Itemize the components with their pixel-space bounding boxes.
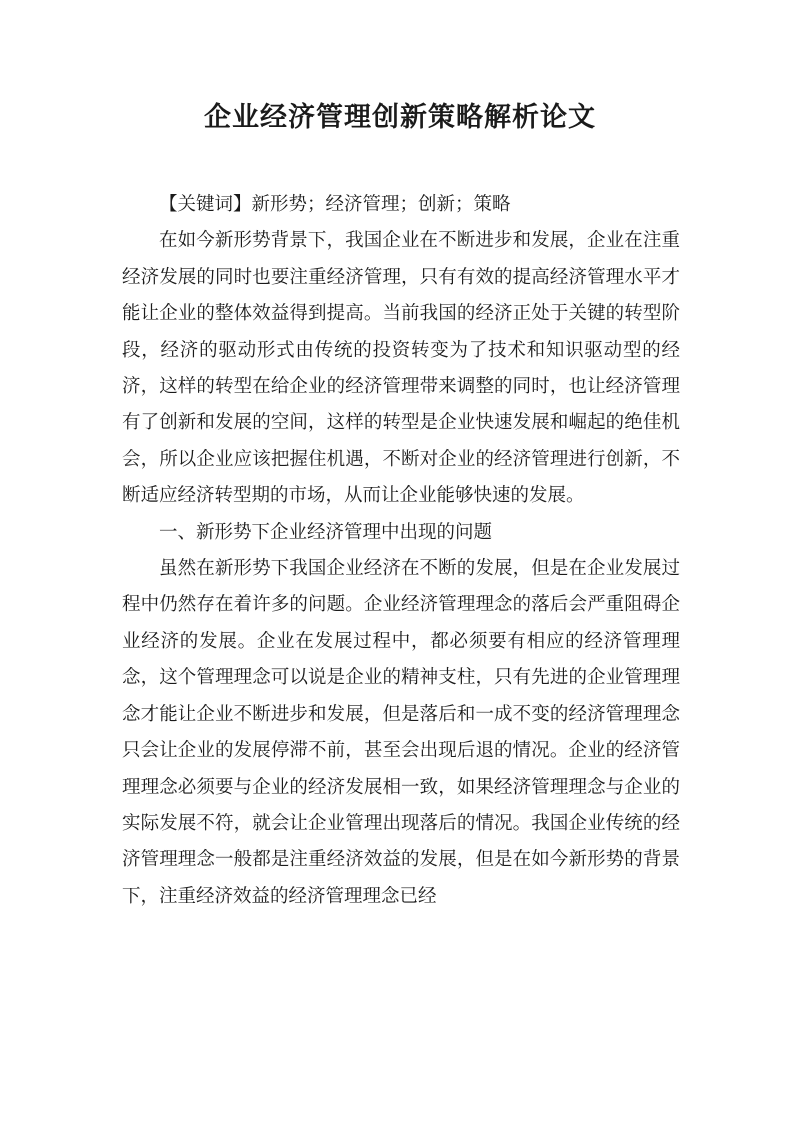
- paragraph-intro: 在如今新形势背景下，我国企业在不断进步和发展，企业在注重经济发展的同时也要注重经济管理，只有有效的提高经济管理水平才能让企业的整体效益得到提高。当前我国的经济正处于关键的转型阶段，经济的驱动形式由传统的投资转变为了技术和知识驱动型的经济，这样的转型在给企业的经济管理带来调整的同时，也让经济管理有了创新和发展的空间，这样的转型是企业快速发展和崛起的绝佳机会，所以企业应该把握住机遇，不断对企业的经济管理进行创新，不断适应经济转型期的市场，从而让企业能够快速的发展。: [122, 230, 680, 507]
- keywords-label: 【关键词】: [159, 194, 252, 215]
- document-title: 企业经济管理创新策略解析论文: [204, 102, 596, 133]
- keywords-value: 新形势；经济管理；创新；策略: [251, 194, 511, 215]
- paragraph-section-1: 虽然在新形势下我国企业经济在不断的发展，但是在企业发展过程中仍然存在着许多的问题。企业经济管理理念的落后会严重阻碍企业经济的发展。企业在发展过程中，都必须要有相应的经济管理理念，这个管理理念可以说是企业的精神支柱，只有先进的企业管理理念才能让企业不断进步和发展，但是落后和一成不变的经济管理理念只会让企业的发展停滞不前，甚至会出现后退的情况。企业的经济管理理念必须要与企业的经济发展相一致，如果经济管理理念与企业的实际发展不符，就会让企业管理出现落后的情况。我国企业传统的经济管理理念一般都是注重经济效益的发展，但是在如今新形势的背景下，注重经济效益的经济管理理念已经: [122, 558, 680, 907]
- section-heading-1: 一、新形势下企业经济管理中出现的问题: [159, 521, 493, 543]
- document-body: [122, 187, 680, 915]
- keywords-line: [122, 187, 680, 223]
